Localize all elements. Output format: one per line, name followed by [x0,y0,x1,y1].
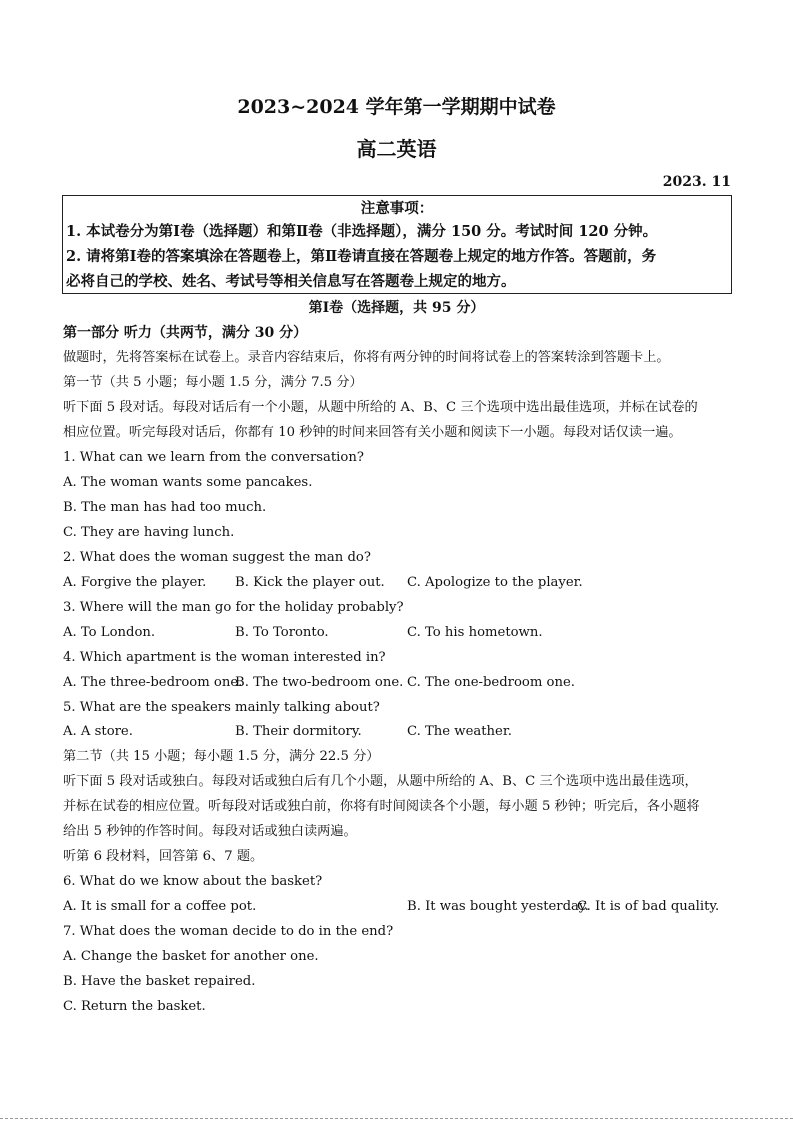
q3-option-a: A. To London. [63,625,156,640]
section1-directions: 听下面 5 段对话。每段对话后有一个小题，从题中所给的 A、B、C 三个选项中选出最佳选项，并标在试卷的 [63,400,698,415]
question-4: 4. Which apartment is the woman interested in? [63,650,386,665]
q7-option-b: B. Have the basket repaired. [63,974,256,989]
question-7: 7. What does the woman decide to do in the end? [63,924,394,939]
q2-option-c: C. Apologize to the player. [407,575,583,590]
q1-option-a: A. The woman wants some pancakes. [63,475,313,490]
question-3: 3. Where will the man go for the holiday probably? [63,600,404,615]
exam-subject: 高二英语 [356,137,437,161]
q1-option-c: C. They are having lunch. [63,525,235,540]
volume-heading: 第Ⅰ卷（选择题，共 95 分） [308,300,485,316]
notice-item-1: 1. 本试卷分为第Ⅰ卷（选择题）和第Ⅱ卷（非选择题），满分 150 分。考试时间 120 分钟。 [66,223,658,240]
section2-directions-end: 给出 5 秒钟的作答时间。每段对话或独白读两遍。 [63,824,357,839]
section2-directions: 听下面 5 段对话或独白。每段对话或独白后有几个小题，从题中所给的 A、B、C 三个选项中选出最佳选项， [63,774,698,789]
q5-option-a: A. A store. [63,724,133,739]
exam-date: 2023. 11 [662,174,731,190]
exam-title: 2023~2024 学年第一学期期中试卷 [237,96,556,118]
notice-heading: 注意事项： [360,200,434,217]
q5-option-c: C. The weather. [407,724,512,739]
question-2: 2. What does the woman suggest the man do? [63,550,371,565]
q3-option-b: B. To Toronto. [235,625,329,640]
q6-option-b: B. It was bought yesterday. [407,899,589,914]
q7-option-a: A. Change the basket for another one. [63,949,319,964]
material-6-heading: 听第 6 段材料，回答第 6、7 题。 [63,849,264,864]
notice-item-2-cont: 必将自己的学校、姓名、考试号等相关信息写在答题卷上规定的地方。 [66,273,516,290]
question-1: 1. What can we learn from the conversation? [63,450,364,465]
page-bottom-divider [0,1118,793,1119]
question-6: 6. What do we know about the basket? [63,874,323,889]
section1-directions-cont: 相应位置。听完每段对话后，你都有 10 秒钟的时间来回答有关小题和阅读下一小题。每段对话仅读一遍。 [63,425,682,440]
q4-option-a: A. The three-bedroom one. [63,675,243,690]
q3-option-c: C. To his hometown. [407,625,543,640]
q1-option-b: B. The man has had too much. [63,500,267,515]
q2-option-a: A. Forgive the player. [63,575,207,590]
section2-heading: 第二节（共 15 小题；每小题 1.5 分，满分 22.5 分） [63,749,380,764]
q4-option-b: B. The two-bedroom one. [235,675,404,690]
section2-directions-cont: 并标在试卷的相应位置。听每段对话或独白前，你将有时间阅读各个小题，每小题 5 秒钟；听完后，各小题将 [63,799,700,814]
notice-box [62,195,732,294]
part1-instruction: 做题时，先将答案标在试卷上。录音内容结束后，你将有两分钟的时间将试卷上的答案转涂到答题卡上。 [63,350,670,365]
section1-heading: 第一节（共 5 小题；每小题 1.5 分，满分 7.5 分） [63,375,363,390]
q2-option-b: B. Kick the player out. [235,575,385,590]
part1-heading: 第一部分 听力（共两节，满分 30 分） [63,325,308,341]
question-5: 5. What are the speakers mainly talking about? [63,700,380,715]
q5-option-b: B. Their dormitory. [235,724,362,739]
q6-option-c: C. It is of bad quality. [577,899,720,914]
q6-option-a: A. It is small for a coffee pot. [63,899,257,914]
notice-item-2: 2. 请将第Ⅰ卷的答案填涂在答题卷上，第Ⅱ卷请直接在答题卷上规定的地方作答。答题前，务 [66,248,657,265]
q7-option-c: C. Return the basket. [63,999,206,1014]
q4-option-c: C. The one-bedroom one. [407,675,575,690]
